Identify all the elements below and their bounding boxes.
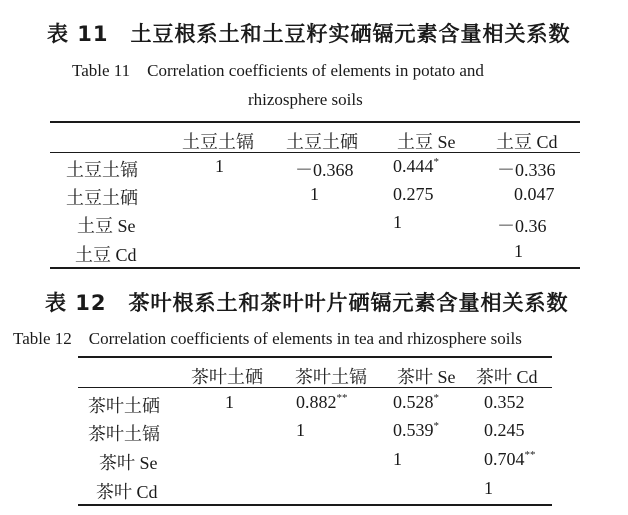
table11-row2-cell4: 0.047 — [514, 184, 555, 204]
table11-row2-label: 土豆土硒 — [66, 188, 138, 208]
table11-header-2: 土豆土硒 — [286, 132, 358, 152]
table11-row2-cell2: 1 — [310, 184, 319, 204]
table12-row2-cell4: 0.245 — [484, 420, 525, 440]
table12-row1-cell2: 0.882** — [296, 392, 348, 412]
table11-row4-cell4: 1 — [514, 241, 523, 261]
table11-header-4: 土豆 Cd — [496, 132, 558, 152]
table11-row3-cell3: 1 — [393, 212, 402, 232]
table12-row1-cell3: 0.528* — [393, 392, 439, 412]
table12-header-rule — [78, 387, 552, 388]
table12-row2-cell3: 0.539* — [393, 420, 439, 440]
table12-row1-cell4: 0.352 — [484, 392, 525, 412]
table12-bottom-rule — [78, 504, 552, 506]
table11-en-title-line1: Table 11 Correlation coefficients of elements in potato and — [72, 61, 484, 80]
table11-row1-cell1: 1 — [215, 156, 224, 176]
table11-en-title-line2: rhizosphere soils — [248, 90, 363, 109]
table12-en-title: Table 12 Correlation coefficients of elements in tea and rhizosphere soils — [13, 329, 522, 348]
table11-row1-cell3: 0.444* — [393, 156, 439, 176]
table12-top-rule — [78, 356, 552, 358]
table11-row1-cell4: －0.336 — [497, 160, 556, 180]
table12-header-3: 茶叶 Se — [397, 367, 456, 387]
table12-row3-label: 茶叶 Se — [99, 453, 158, 473]
table11-row2-cell3: 0.275 — [393, 184, 434, 204]
table11-row3-label: 土豆 Se — [77, 216, 136, 236]
significance-mark: * — [433, 156, 439, 168]
table11-bottom-rule — [50, 267, 580, 269]
table11-header-1: 土豆土镉 — [182, 132, 254, 152]
table12-row2-cell2: 1 — [296, 420, 305, 440]
table12-row4-cell4: 1 — [484, 478, 493, 498]
table11-header-3: 土豆 Se — [397, 132, 456, 152]
table12-row1-label: 茶叶土硒 — [88, 396, 160, 416]
table11-row4-label: 土豆 Cd — [75, 245, 137, 265]
table12-header-2: 茶叶土镉 — [295, 367, 367, 387]
significance-mark: ** — [336, 392, 348, 404]
significance-mark: * — [433, 420, 439, 432]
table12-cn-title: 表 12 茶叶根系土和茶叶叶片硒镉元素含量相关系数 — [45, 291, 569, 315]
table11-top-rule — [50, 121, 580, 123]
table12-row3-cell3: 1 — [393, 449, 402, 469]
table11-row3-cell4: －0.36 — [497, 216, 547, 236]
table12-header-4: 茶叶 Cd — [476, 367, 538, 387]
table12-row3-cell4: 0.704** — [484, 449, 536, 469]
table12-row2-label: 茶叶土镉 — [88, 424, 160, 444]
significance-mark: * — [433, 392, 439, 404]
significance-mark: ** — [524, 449, 536, 461]
table12-header-1: 茶叶土硒 — [191, 367, 263, 387]
table12-row1-cell1: 1 — [225, 392, 234, 412]
table11-row1-cell2: －0.368 — [295, 160, 354, 180]
table11-cn-title: 表 11 土豆根系土和土豆籽实硒镉元素含量相关系数 — [47, 22, 571, 46]
table11-row1-label: 土豆土镉 — [66, 160, 138, 180]
table11-header-rule — [50, 152, 580, 153]
table12-row4-label: 茶叶 Cd — [96, 482, 158, 502]
